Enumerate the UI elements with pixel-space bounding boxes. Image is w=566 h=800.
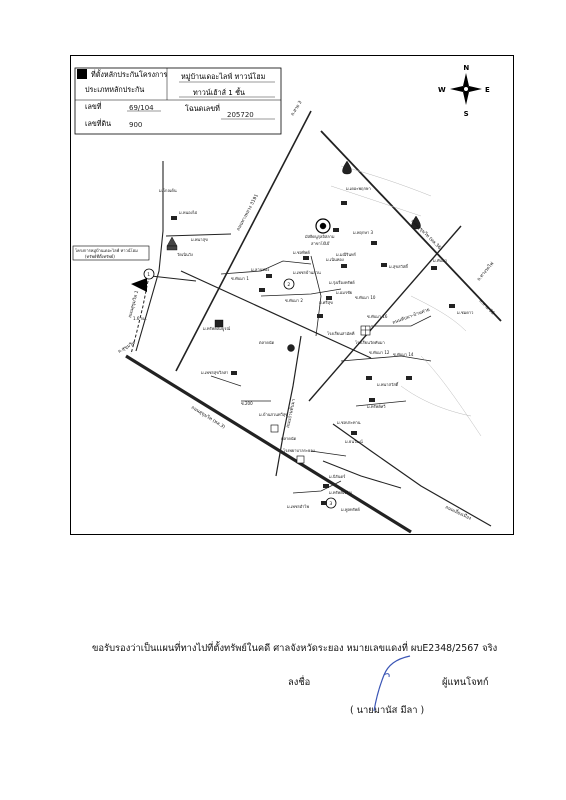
- info-building-type: ทาวน์เฮ้าส์ 1 ชั้น: [193, 88, 245, 97]
- road-left-branch: [151, 276, 196, 281]
- label-village-s: ม.บ้านสวนทวีสุข: [259, 412, 288, 417]
- info-header: ที่ตั้งหลักประกันโครงการ: [91, 70, 168, 79]
- label-temple: วัดเนินวัง: [177, 252, 193, 257]
- landmark-grid-icon: [297, 456, 304, 463]
- label-soi-10: ซ.ทับมา 10: [355, 295, 376, 300]
- label-village-m: ม.อมรชัย: [336, 290, 353, 295]
- marker-circle-3-text: 3: [329, 502, 333, 507]
- info-deed-label: โฉนดเลขที่: [185, 104, 220, 113]
- road-soi-c: [311, 256, 321, 336]
- info-number-label: เลขที่: [85, 102, 102, 111]
- label-village-b: ม.ทรัพย์สมบูรณ์: [203, 326, 231, 331]
- label-road-lower-right: ถนนทับมา-บ้านค่าย: [391, 307, 431, 326]
- representative-role: ผู้แทนโจทก์: [442, 677, 489, 688]
- label-village-k: ม.รุ่งเรืองทรัพย์: [329, 280, 355, 285]
- info-deed-value: 205720: [227, 111, 254, 119]
- label-distance: 1.6 กม.: [133, 316, 147, 321]
- label-village-p: ม.ทรัพย์ทวี: [367, 404, 386, 409]
- project-location-pointer: [131, 278, 147, 292]
- label-market: ตลาดนัด: [259, 340, 275, 345]
- signer-name: ( นายมานัส มีลา ): [350, 705, 425, 716]
- label-temple-top: มัสยิดนูรุลอิสลาม: [305, 234, 335, 239]
- project-label: โครงการหมู่บ้านเดอะไลฟ์ ทาวน์โฮม: [75, 248, 138, 253]
- label-village-n: ม.เพชรสุขวิลล่า: [201, 370, 229, 375]
- label-road-left-vertical: ถนนสุขุมวิท 1: [128, 290, 141, 319]
- label-road-left-corner: ถ.สุขุมวิท: [117, 340, 137, 355]
- label-village-g: ม.มณีรินทร์: [336, 252, 356, 257]
- road-soi-d: [341, 356, 431, 361]
- label-soi-14: ซ.ทับมา 14: [393, 352, 414, 357]
- info-number-value: 69/104: [129, 104, 154, 112]
- label-school: โรงเรียนสามัคคี: [327, 331, 355, 336]
- label-village-h: ม.สุขสวัสดิ์: [389, 264, 408, 269]
- label-soi-1: ซ.ทับมา 1: [231, 276, 249, 281]
- label-village-x: ม.ชมดาว: [457, 310, 474, 315]
- label-village-a: ม.พนาสุข: [191, 237, 208, 242]
- label-soi-200: ซ.200: [241, 401, 253, 406]
- label-village-w: ม.เพชรอำไพ: [287, 504, 310, 509]
- label-village-d: ม.พฤกษา 3: [353, 230, 374, 235]
- compass-rose: [438, 64, 490, 118]
- info-land-number-label: เลขที่ดิน: [85, 119, 112, 128]
- label-village-l: ม.ศรีสุข: [319, 300, 333, 305]
- certification-statement: ขอรับรองว่าเป็นแผนที่ทางไปที่ตั้งทรัพย์ในคดี ศาลจังหวัดระยอง หมายเลขแดงที่ ผบE2348/2567 จริง: [92, 643, 498, 654]
- label-road-right-1: ถนนสุขุมวิท (ทล.36): [409, 218, 443, 253]
- info-collateral-type-label: ประเภทหลักประกัน: [85, 85, 145, 94]
- compass-s: S: [463, 110, 469, 118]
- label-market-b: ตลาดนัด: [281, 436, 297, 441]
- label-road-top-right: ถ.สาย 3: [290, 100, 304, 118]
- marker-circle-2-text: 2: [287, 283, 291, 288]
- marker-circle-1-text: 1: [147, 273, 151, 278]
- label-village-i: ม.ลานทอง: [251, 267, 270, 272]
- road-soi-b: [261, 289, 341, 296]
- temple-icon: [167, 237, 177, 246]
- info-box-marker: [77, 69, 87, 79]
- road-upper-left: [166, 234, 231, 236]
- label-school-b: โรงเรียนวัดทับมา: [355, 340, 385, 345]
- label-road-lower-center: ถนนบ้านทับมา: [286, 398, 298, 429]
- label-hospital: โรงพยาบาลระยอง: [283, 448, 315, 453]
- sign-label: ลงชื่อ: [288, 677, 311, 688]
- terrain-contours: [331, 166, 481, 436]
- info-box: [75, 68, 281, 134]
- label-village-top: ม.โกลเด้น: [159, 188, 177, 193]
- landmarks: [167, 161, 421, 508]
- market-icon: [288, 345, 295, 352]
- label-road-3191: ถนนทางหลวง 3191: [236, 193, 260, 232]
- road-soi-i: [311, 451, 346, 456]
- label-village-t: ม.นิรันดร์: [329, 474, 346, 479]
- compass-n: N: [463, 64, 470, 72]
- project-sub: (ทรัพย์ที่ตั้งทรัพย์): [85, 254, 115, 259]
- label-village-r: ม.ธนวัฒน์: [345, 439, 363, 444]
- label-village-e: ม.ชลทิพย์: [293, 250, 310, 255]
- project-marker: [73, 246, 154, 292]
- label-village-y: ม.ทับมา: [433, 258, 447, 263]
- label-road-right-2: ถ.สาย 36: [477, 298, 495, 317]
- label-village-f: ม.เนินทอง: [326, 257, 344, 262]
- signature-mark: [360, 655, 420, 715]
- compass-e: E: [485, 86, 490, 94]
- label-road-bottom-right: ถนนเลี่ยงเมือง: [444, 505, 472, 522]
- label-road-bottom-diag: ถนนสุขุมวิท (ทล.3): [189, 405, 226, 431]
- road-sukhumvit-main: [126, 356, 411, 532]
- label-soi-16: ซ.ทับมา 16: [367, 314, 388, 319]
- label-soi-2: ซ.ทับมา 2: [285, 298, 303, 303]
- label-temple-top-sub: สาขาโบ๊เบ๊: [311, 241, 330, 246]
- map-canvas: [71, 56, 514, 535]
- road-network: [126, 111, 501, 532]
- info-land-number-value: 900: [129, 121, 143, 129]
- road-soi-h: [211, 376, 241, 386]
- label-village-nongkhai: ม.หนองไผ่: [179, 210, 197, 215]
- label-soi-12: ซ.ทับมา 12: [369, 350, 390, 355]
- label-village-u: ม.ทรัพย์เจริญ: [329, 490, 352, 495]
- label-village-q: ม.ชลประทาน: [337, 420, 361, 425]
- landmark-grid-icon-b: [271, 425, 278, 432]
- label-village-o: ม.พนาสวัสดิ์: [377, 382, 399, 387]
- label-village-j: ม.เพชรบ้านสวน: [293, 270, 321, 275]
- info-project-name: หมู่บ้านเดอะไลฟ์ ทาวน์โฮม: [181, 72, 266, 81]
- compass-w: W: [438, 86, 446, 94]
- label-road-far-right: ถ.ทางรถไฟ: [476, 261, 496, 283]
- label-village-c: ม.เดอะพฤกษา: [346, 186, 371, 191]
- location-map: [70, 55, 514, 535]
- label-village-v: ม.พูลทรัพย์: [341, 507, 360, 512]
